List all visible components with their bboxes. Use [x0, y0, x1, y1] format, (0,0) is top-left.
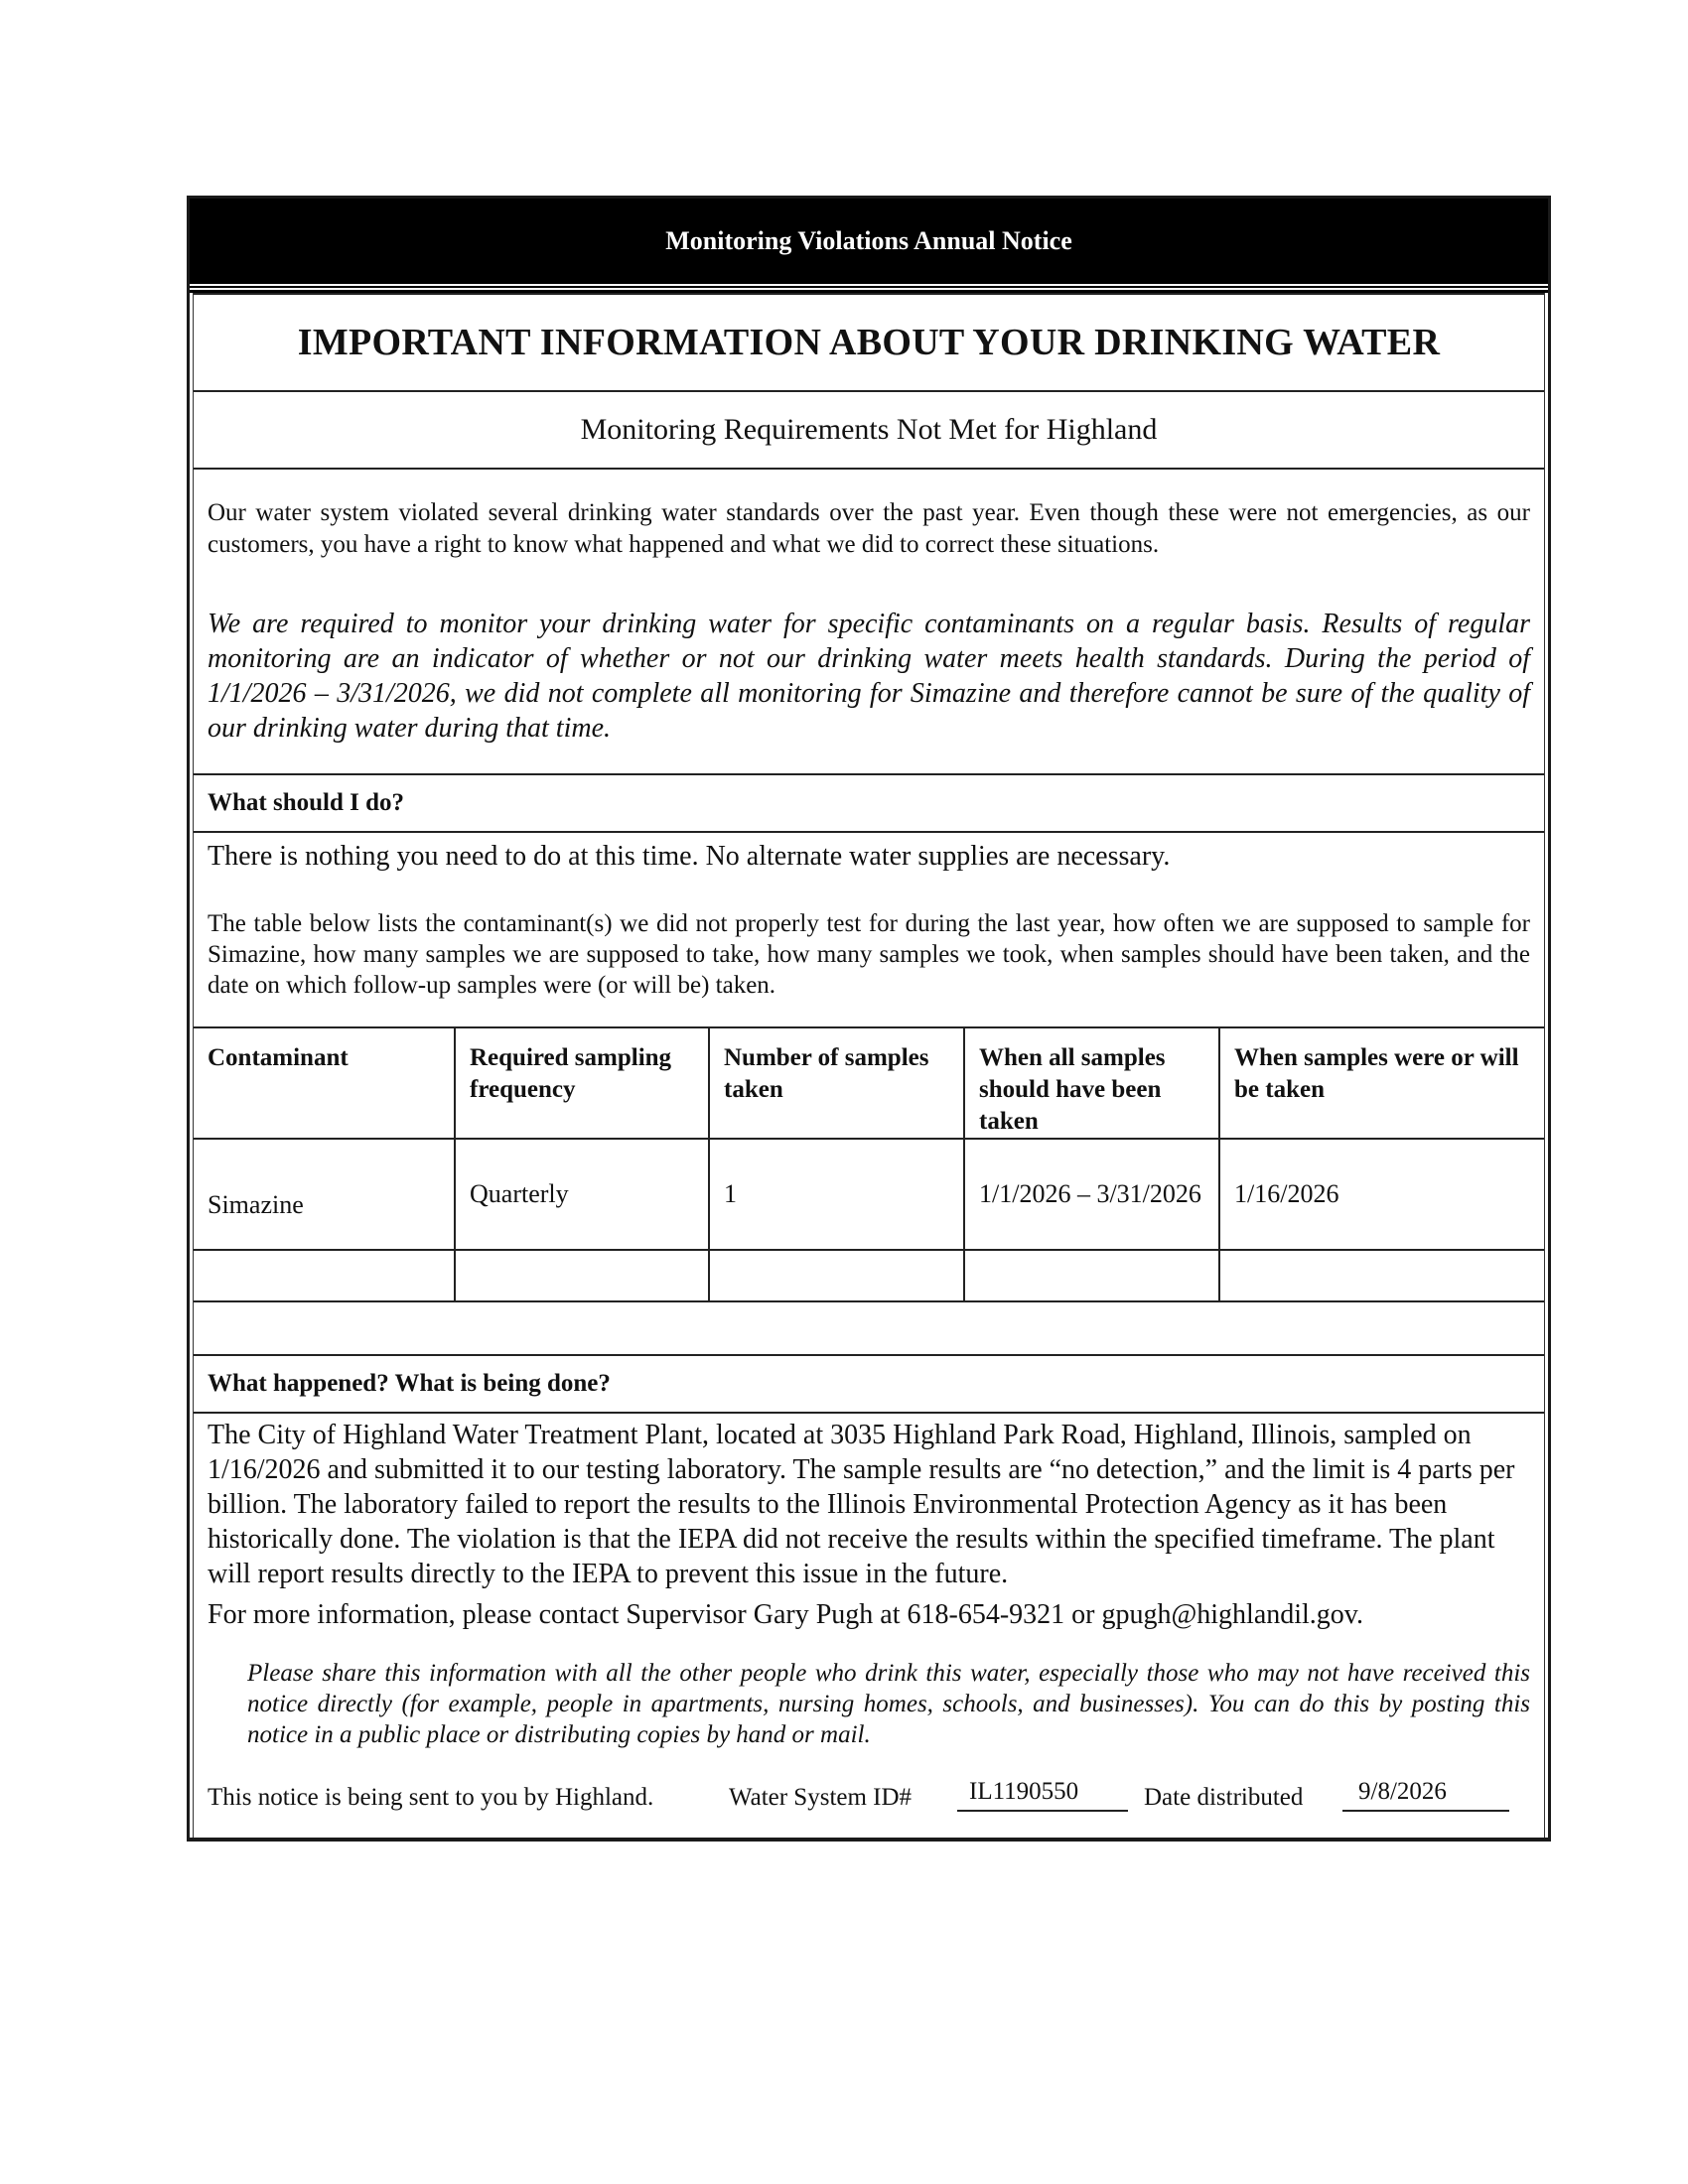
table-cell-contaminant: Simazine [194, 1139, 455, 1250]
date-distributed-label: Date distributed [1144, 1784, 1304, 1811]
system-id-label: Water System ID# [729, 1784, 913, 1811]
table-intro-text: The table below lists the contaminant(s) we did not properly test for during the last year, how often we are supposed to sample for Simazine, how many samples we are supposed to take, how many samples we took, when samples should have been taken, and the date on which follow-up samples were (or will be) taken. [208, 910, 1530, 999]
table-cell-samples-taken: 1 [709, 1139, 964, 1250]
column-header-followup-date: When samples were or will be taken [1219, 1028, 1544, 1139]
what-happened-heading: What happened? What is being done? [194, 1356, 1544, 1414]
sent-by-text: This notice is being sent to you by Highland. [208, 1784, 654, 1811]
notice-footer [194, 1750, 1544, 1838]
intro-section [194, 470, 1544, 775]
what-happened-section [194, 1414, 1544, 1632]
share-notice: Please share this information with all the other people who drink this water, especially those who may not have received this notice directly (for example, people in apartments, nursing homes, schools, and businesses). You can do this by posting this notice in a public place or distributing copies by hand or mail. [247, 1660, 1530, 1748]
monitoring-statement: We are required to monitor your drinking water for specific contaminants on a regular basis. Results of regular monitoring are an indicator of whether or not our drinking water meets health standards. During the period of 1/1/2026 – 3/31/2026, we did not complete all monitoring for Simazine and therefore cannot be sure of the quality of our drinking water during that time. [208, 609, 1530, 744]
what-to-do-heading: What should I do? [194, 775, 1544, 833]
column-header-due-period: When all samples should have been taken [964, 1028, 1219, 1139]
intro-text: Our water system violated several drinking water standards over the past year. Even though these were not emergencies, as our customers, you have a right to know what happened and what we did to correct these situations. [208, 499, 1530, 558]
column-header-frequency: Required sampling frequency [455, 1028, 709, 1139]
what-to-do-section [194, 833, 1544, 1028]
what-to-do-answer: There is nothing you need to do at this time. No alternate water supplies are necessary. [208, 841, 1171, 872]
notice-banner: Monitoring Violations Annual Notice [190, 199, 1548, 290]
table-row [194, 1139, 1544, 1250]
table-cell-frequency: Quarterly [455, 1139, 709, 1250]
column-header-contaminant: Contaminant [194, 1028, 455, 1139]
table-cell-empty [1219, 1250, 1544, 1300]
page-title: IMPORTANT INFORMATION ABOUT YOUR DRINKING WATER [194, 293, 1544, 392]
contact-info: For more information, please contact Supervisor Gary Pugh at 618-654-9321 or gpugh@highlandil.gov. [208, 1599, 1363, 1630]
violations-table [194, 1028, 1544, 1300]
spacer-row [194, 1300, 1544, 1356]
system-id-value: IL1190550 [957, 1778, 1128, 1812]
table-row-empty [194, 1250, 1544, 1300]
notice-body [193, 293, 1545, 1838]
table-cell-empty [455, 1250, 709, 1300]
page-subtitle: Monitoring Requirements Not Met for Highland [194, 392, 1544, 470]
table-cell-empty [709, 1250, 964, 1300]
date-distributed-value: 9/8/2026 [1342, 1778, 1509, 1812]
column-header-samples-taken: Number of samples taken [709, 1028, 964, 1139]
table-header-row [194, 1028, 1544, 1139]
table-cell-due-period: 1/1/2026 – 3/31/2026 [964, 1139, 1219, 1250]
table-cell-empty [964, 1250, 1219, 1300]
table-cell-empty [194, 1250, 455, 1300]
what-happened-text: The City of Highland Water Treatment Plant, located at 3035 Highland Park Road, Highland, Illinois, sampled on 1/16/2026 and submitted it to our testing laboratory. The sample results are “no detection,” and the limit is 4 parts per billion. The laboratory failed to report the results to the Illinois Environmental Protection Agency as it has been historically done. The violation is that the IEPA did not receive the results within the specified timeframe. The plant will report results directly to the IEPA to prevent this issue in the future. [208, 1420, 1515, 1589]
notice-form [187, 196, 1551, 1842]
table-cell-followup-date: 1/16/2026 [1219, 1139, 1544, 1250]
